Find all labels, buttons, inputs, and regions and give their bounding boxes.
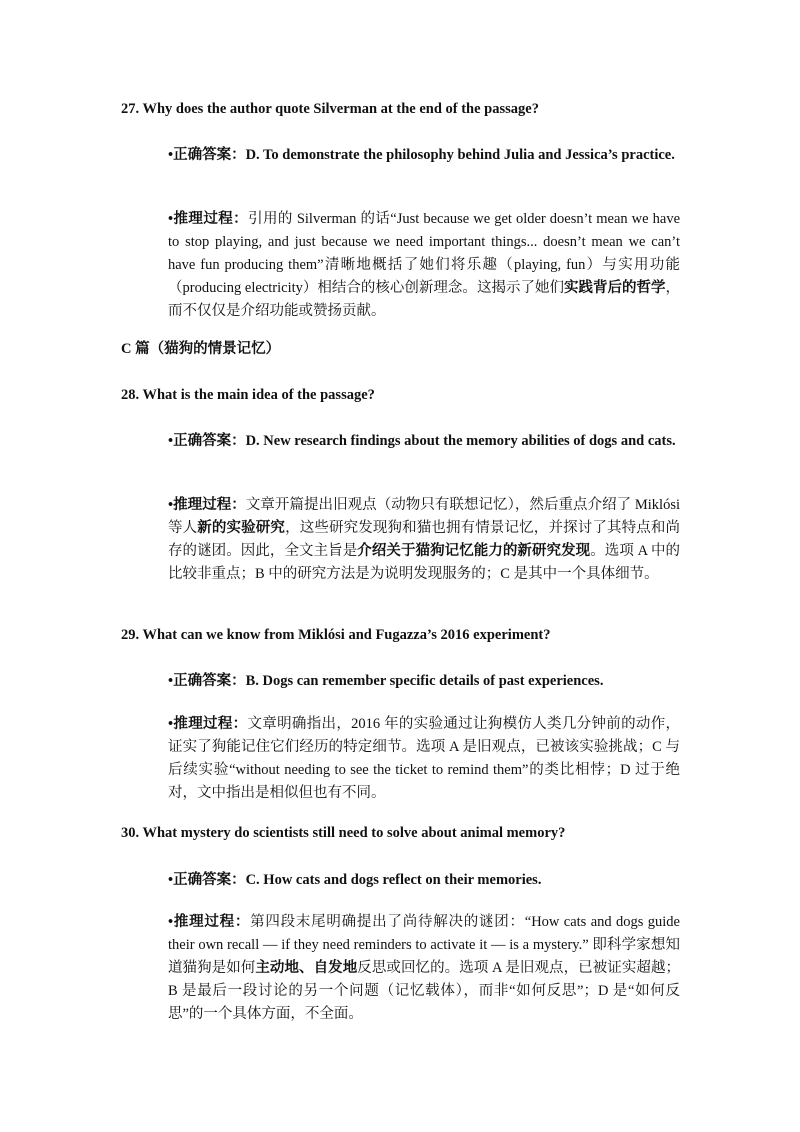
reasoning-29 [168,713,680,805]
reasoning-label: •推理过程： [168,211,249,227]
answer-label: •正确答案： [168,147,246,163]
reasoning-label: •推理过程： [168,914,251,930]
reasoning-27 [168,208,680,323]
answer-text: B. Dogs can remember specific details of past experiences. [245,673,604,689]
reasoning-text: ，这些研究发现狗和猫也拥有情景记忆，并探讨了其特点和尚存的谜团。因此，全文主旨是 [168,520,681,559]
reasoning-text: 引用的 Silverman 的话“Just because we get older doesn’t mean we have to stop playing, and just because we need important things... doesn’t mean we can’t have fun producing them”清晰地概括了她们将乐趣（playing, fun）与实用功能（producing electricity）相结合的核心创新理念。这揭示了她们 [168,211,680,296]
section-title: C 篇（猫狗的情景记忆） [121,341,281,357]
reasoning-label: •推理过程： [168,497,246,513]
reasoning-text: 反思或回忆的。选项 A 是旧观点，已被证实超越；B 是最后一段讨论的另一个问题（记忆载体），而非“如何反思”；D 是“如何反思”的一个具体方面，不全面。 [168,960,681,1022]
reasoning-emphasis: 实践背后的哲学 [563,280,666,296]
answer-text: D. To demonstrate the philosophy behind Julia and Jessica’s practice. [245,147,675,163]
answer-label: •正确答案： [168,673,246,689]
answer-27 [168,144,680,167]
reasoning-emphasis: 新的实验研究 [197,520,286,536]
answer-28 [168,430,680,453]
answer-text: C. How cats and dogs reflect on their memories. [245,872,542,888]
answer-30 [168,869,680,892]
reasoning-emphasis: 主动地、自发地 [255,960,358,976]
reasoning-text: 文章开篇提出旧观点（动物只有联想记忆），然后重点介绍了 Miklósi 等人 [168,497,680,536]
reasoning-label: •推理过程： [168,716,248,732]
reasoning-text: 文章明确指出，2016 年的实验通过让狗模仿人类几分钟前的动作，证实了狗能记住它们经历的特定细节。选项 A 是旧观点，已被该实验挑战；C 与后续实验“without needing to see the ticket to remind them”的类比相悖；D 过于绝对，文中指出是相似但也有不同。 [168,716,681,801]
reasoning-emphasis: 介绍关于猫狗记忆能力的新研究发现 [357,543,591,559]
reasoning-text: ，而不仅仅是介绍功能或赞扬贡献。 [168,280,680,319]
question-30: 30. What mystery do scientists still need to solve about animal memory? [121,825,566,841]
answer-label: •正确答案： [168,872,246,888]
reasoning-text: 第四段末尾明确提出了尚待解决的谜团：“How cats and dogs guide their own recall — if they need reminders to activate it — is a mystery.” 即科学家想知道猫狗是如何 [168,914,680,976]
answer-29 [168,670,680,693]
reasoning-30 [168,911,680,1026]
answer-text: D. New research findings about the memory abilities of dogs and cats. [245,433,676,449]
question-27: 27. Why does the author quote Silverman at the end of the passage? [121,101,539,117]
question-28: 28. What is the main idea of the passage? [121,387,375,403]
reasoning-text: 。选项 A 中的比较非重点；B 中的研究方法是为说明发现服务的；C 是其中一个具体细节。 [168,543,681,582]
question-29: 29. What can we know from Miklósi and Fugazza’s 2016 experiment? [121,627,551,643]
answer-label: •正确答案： [168,433,246,449]
reasoning-28 [168,494,680,586]
